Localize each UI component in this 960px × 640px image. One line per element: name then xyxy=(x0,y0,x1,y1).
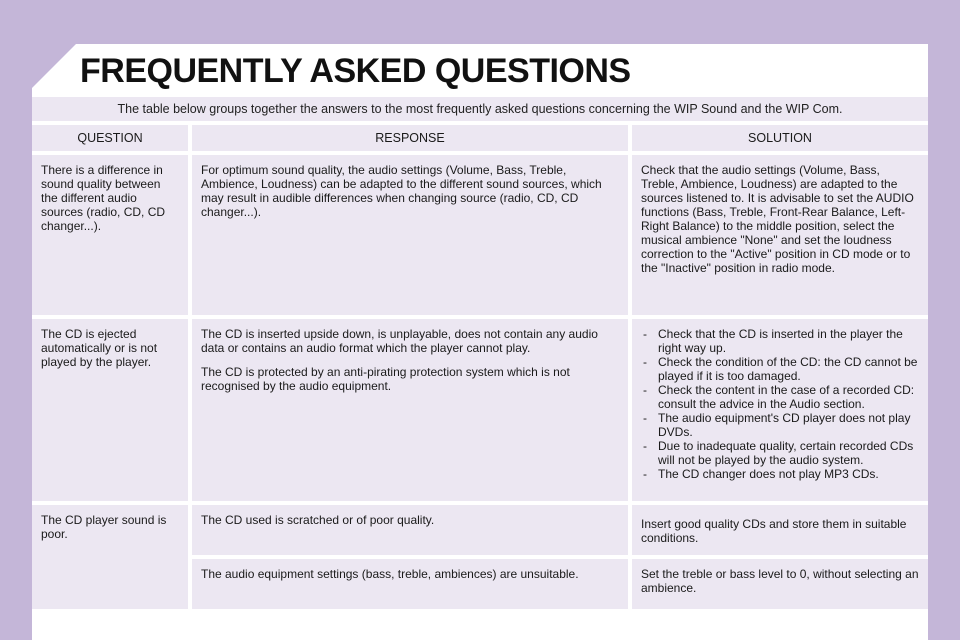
row3-question: The CD player sound is poor. xyxy=(32,505,188,609)
row2-question: The CD is ejected automatically or is not played by the player. xyxy=(32,319,188,501)
row2-response xyxy=(192,319,628,501)
list-item: - The audio equipment's CD player does not play DVDs. xyxy=(641,411,919,439)
page-title: FREQUENTLY ASKED QUESTIONS xyxy=(80,52,631,90)
row3-solution-a: Insert good quality CDs and store them in suitable conditions. xyxy=(632,505,928,555)
list-item: - Due to inadequate quality, certain recorded CDs will not be played by the audio system. xyxy=(641,439,919,467)
row3-response-a: The CD used is scratched or of poor quality. xyxy=(192,505,628,555)
list-item: - Check the content in the case of a recorded CD: consult the advice in the Audio section. xyxy=(641,383,919,411)
faq-table xyxy=(32,125,928,609)
row2-solution xyxy=(632,319,928,501)
intro-text: The table below groups together the answers to the most frequently asked questions concerning the WIP Sound and the WIP Com. xyxy=(32,97,928,121)
row3-response-b: The audio equipment settings (bass, treble, ambiences) are unsuitable. xyxy=(192,559,628,609)
row3-solution-b: Set the treble or bass level to 0, without selecting an ambience. xyxy=(632,559,928,609)
list-item: - Check that the CD is inserted in the player the right way up. xyxy=(641,327,919,355)
row1-solution: Check that the audio settings (Volume, Bass, Treble, Ambience, Loudness) are adapted to the sources listened to. It is advisable to set the AUDIO functions (Bass, Treble, Front-Rear Balance, Left-Right Balance) to the middle position, select the musical ambience "None" and set the loudness correction to the "Active" position in CD mode or to the "Inactive" position in radio mode. xyxy=(632,155,928,315)
row2-response-paragraph-1: The CD is inserted upside down, is unplayable, does not contain any audio data or contains an audio format which the player cannot play. xyxy=(201,327,598,355)
row2-solution-list xyxy=(641,327,919,481)
page-number: 193 xyxy=(902,619,924,634)
row1-question: There is a difference in sound quality between the different audio sources (radio, CD, CD changer...). xyxy=(32,155,188,315)
header-response: RESPONSE xyxy=(192,125,628,151)
list-item: - Check the condition of the CD: the CD cannot be played if it is too damaged. xyxy=(641,355,919,383)
row1-response: For optimum sound quality, the audio settings (Volume, Bass, Treble, Ambience, Loudness) can be adapted to the different sound sources, which may result in audible differences when changing source (radio, CD, CD changer...). xyxy=(192,155,628,315)
row2-response-paragraph-2: The CD is protected by an anti-pirating protection system which is not recognised by the audio equipment. xyxy=(201,365,570,393)
header-solution: SOLUTION xyxy=(632,125,928,151)
list-item: - The CD changer does not play MP3 CDs. xyxy=(641,467,919,481)
header-question: QUESTION xyxy=(32,125,188,151)
